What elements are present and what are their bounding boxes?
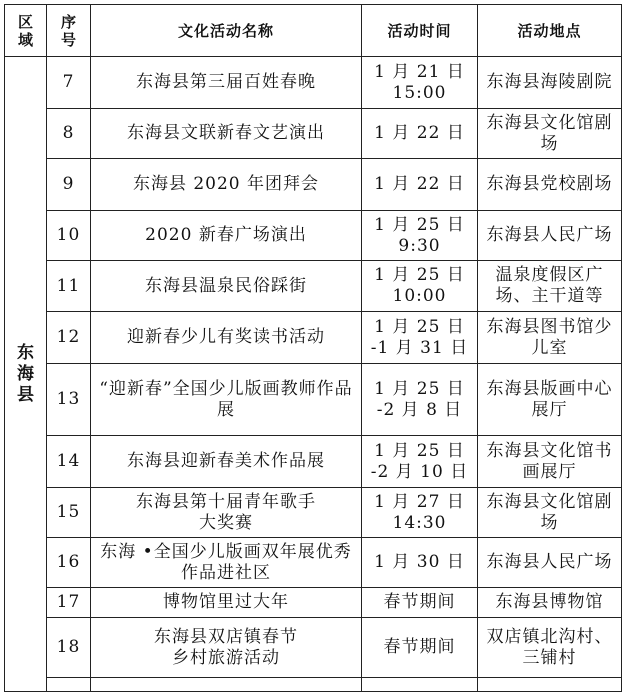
activity-venue-cell: 东海县博物馆 — [478, 588, 622, 618]
activity-name-cell: “迎新春”全国少儿版画教师作品展 — [91, 364, 362, 436]
seq-cell: 18 — [47, 618, 91, 678]
time-line: 15:00 — [392, 82, 447, 103]
region-cell — [5, 57, 47, 692]
time-line: 1 月 25 日 — [374, 378, 465, 399]
seq-cell: 11 — [47, 261, 91, 312]
activity-time-cell — [362, 211, 478, 261]
seq-cell: 16 — [47, 538, 91, 588]
empty-cell — [478, 678, 622, 692]
activity-venue-cell: 东海县文化馆剧场 — [478, 109, 622, 159]
activity-venue-cell: 东海县人民广场 — [478, 538, 622, 588]
time-line: 10:00 — [392, 286, 447, 306]
seq-cell: 12 — [47, 312, 91, 364]
header-region: 区域 — [5, 5, 47, 57]
time-line: -2 月 8 日 — [376, 399, 463, 420]
time-line: 1 月 25 日 — [374, 265, 465, 285]
region-label: 东海县 — [17, 342, 35, 405]
activity-time-cell — [362, 57, 478, 109]
activity-venue-cell: 东海县文化馆剧场 — [478, 488, 622, 538]
table-body — [5, 57, 622, 692]
time-line: 1 月 21 日 — [374, 61, 465, 82]
time-line: 9:30 — [398, 235, 441, 256]
header-venue: 活动地点 — [478, 5, 622, 57]
time-line: 1 月 25 日 — [374, 440, 465, 461]
activity-venue-cell: 东海县党校剧场 — [478, 159, 622, 211]
activity-table — [4, 4, 622, 692]
table-row — [5, 211, 622, 261]
activity-venue-cell: 东海县图书馆少儿室 — [478, 312, 622, 364]
seq-cell: 17 — [47, 588, 91, 618]
table-row — [5, 678, 622, 692]
activity-name-cell: 2020 新春广场演出 — [91, 211, 362, 261]
activity-time-cell — [362, 159, 478, 211]
activity-name-cell: 东海县温泉民俗踩街 — [91, 261, 362, 312]
table-row — [5, 618, 622, 678]
time-line: 1 月 22 日 — [374, 174, 465, 194]
table-row — [5, 364, 622, 436]
activity-time-cell — [362, 109, 478, 159]
activity-name-cell: 东海县第三届百姓春晚 — [91, 57, 362, 109]
activity-time-cell — [362, 261, 478, 312]
activity-name-cell: 东海县 2020 年团拜会 — [91, 159, 362, 211]
time-line: 14:30 — [392, 512, 447, 533]
header-name: 文化活动名称 — [91, 5, 362, 57]
table-row — [5, 159, 622, 211]
table-row — [5, 488, 622, 538]
activity-time-cell — [362, 618, 478, 678]
time-line: -1 月 31 日 — [370, 337, 469, 358]
activity-venue-cell: 东海县海陵剧院 — [478, 57, 622, 109]
header-seq: 序号 — [47, 5, 91, 57]
activity-venue-cell: 东海县人民广场 — [478, 211, 622, 261]
seq-cell: 15 — [47, 488, 91, 538]
activity-time-cell — [362, 364, 478, 436]
seq-cell: 13 — [47, 364, 91, 436]
activity-venue-cell: 双店镇北沟村、三铺村 — [478, 618, 622, 678]
activity-name-cell: 东海 •全国少儿版画双年展优秀作品进社区 — [91, 538, 362, 588]
seq-cell: 14 — [47, 436, 91, 488]
time-line: 1 月 27 日 — [374, 491, 465, 512]
time-line: 1 月 30 日 — [374, 552, 465, 572]
activity-time-cell — [362, 488, 478, 538]
activity-time-cell — [362, 312, 478, 364]
table-row — [5, 109, 622, 159]
seq-cell: 7 — [47, 57, 91, 109]
activity-venue-cell: 东海县文化馆书画展厅 — [478, 436, 622, 488]
table-row — [5, 436, 622, 488]
table-row — [5, 57, 622, 109]
time-line: 春节期间 — [383, 592, 456, 612]
table-row — [5, 588, 622, 618]
activity-name-cell: 东海县迎新春美术作品展 — [91, 436, 362, 488]
activity-time-cell — [362, 588, 478, 618]
activity-venue-cell: 东海县版画中心 展厅 — [478, 364, 622, 436]
time-line: 春节期间 — [383, 637, 456, 657]
table-row — [5, 261, 622, 312]
empty-cell — [47, 678, 91, 692]
activity-name-cell: 东海县双店镇春节 乡村旅游活动 — [91, 618, 362, 678]
table-row — [5, 312, 622, 364]
table-row — [5, 538, 622, 588]
time-line: -2 月 10 日 — [370, 461, 469, 482]
time-line: 1 月 22 日 — [374, 123, 465, 143]
empty-cell — [91, 678, 362, 692]
time-line: 1 月 25 日 — [374, 214, 465, 235]
activity-name-cell: 迎新春少儿有奖读书活动 — [91, 312, 362, 364]
seq-cell: 9 — [47, 159, 91, 211]
activity-time-cell — [362, 538, 478, 588]
time-line: 1 月 25 日 — [374, 316, 465, 337]
activity-name-cell: 东海县文联新春文艺演出 — [91, 109, 362, 159]
header-time: 活动时间 — [362, 5, 478, 57]
activity-name-cell: 东海县第十届青年歌手 大奖赛 — [91, 488, 362, 538]
activity-venue-cell: 温泉度假区广场、主干道等 — [478, 261, 622, 312]
activity-time-cell — [362, 436, 478, 488]
seq-cell: 8 — [47, 109, 91, 159]
seq-cell: 10 — [47, 211, 91, 261]
empty-cell — [362, 678, 478, 692]
activity-name-cell: 博物馆里过大年 — [91, 588, 362, 618]
header-row — [5, 5, 622, 57]
